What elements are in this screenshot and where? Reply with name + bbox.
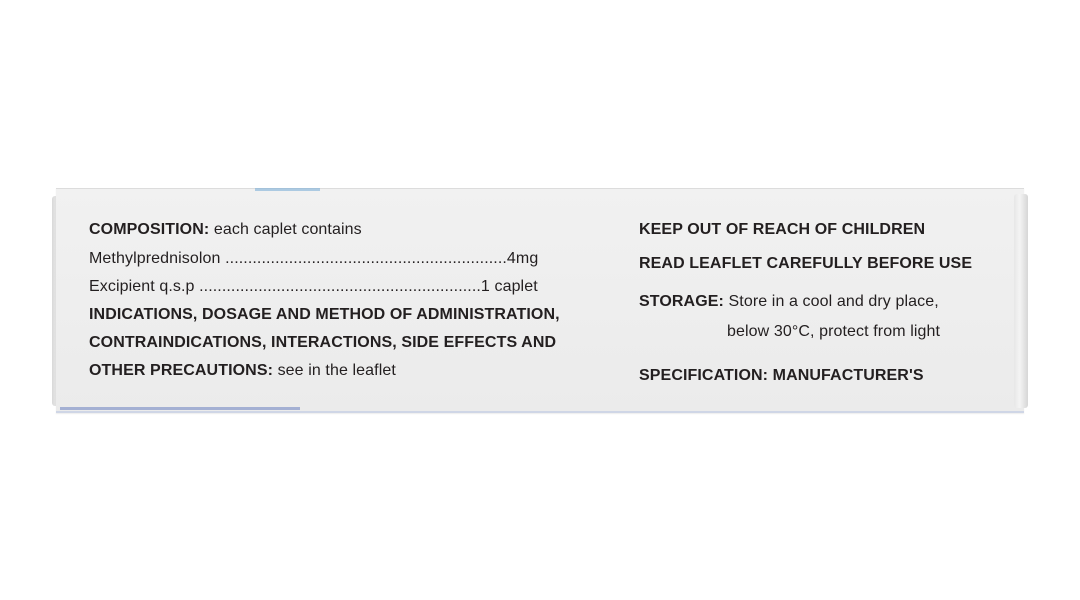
keep-out-warning: KEEP OUT OF REACH OF CHILDREN bbox=[639, 221, 926, 238]
ingredient-name: Methylprednisolon bbox=[89, 250, 226, 267]
specification-value: MANUFACTURER'S bbox=[768, 367, 924, 384]
storage-text-1: Store in a cool and dry place, bbox=[723, 293, 939, 310]
read-leaflet-warning: READ LEAFLET CAREFULLY BEFORE USE bbox=[639, 255, 973, 272]
box-blue-accent-top bbox=[255, 188, 320, 191]
ingredient-amount: 4mg bbox=[506, 250, 539, 267]
indications-line-3 bbox=[89, 362, 396, 380]
storage-line-2: below 30°C, protect from light bbox=[727, 323, 941, 340]
composition-line bbox=[89, 221, 362, 239]
ingredient-name: Excipient q.s.p bbox=[89, 278, 200, 295]
storage-line-1 bbox=[639, 293, 939, 311]
ingredient-amount: 1 caplet bbox=[480, 278, 538, 295]
indications-line-2: CONTRAINDICATIONS, INTERACTIONS, SIDE EFFECTS AND bbox=[89, 334, 557, 351]
box-right-flap bbox=[1014, 194, 1028, 408]
composition-text: each caplet contains bbox=[209, 221, 362, 238]
specification-label: SPECIFICATION: bbox=[639, 367, 769, 384]
ingredient-row bbox=[89, 278, 538, 296]
storage-label: STORAGE: bbox=[639, 293, 724, 310]
indications-line-1: INDICATIONS, DOSAGE AND METHOD OF ADMINISTRATION, bbox=[89, 306, 560, 323]
box-blue-accent-bottom bbox=[60, 407, 300, 410]
precautions-text: see in the leaflet bbox=[273, 362, 396, 379]
composition-label: COMPOSITION: bbox=[89, 221, 210, 238]
precautions-label: OTHER PRECAUTIONS: bbox=[89, 362, 274, 379]
ingredient-dots: .............................................................. bbox=[199, 278, 481, 295]
ingredient-dots: .............................................................. bbox=[225, 250, 507, 267]
specification-line bbox=[639, 367, 924, 385]
ingredient-row bbox=[89, 250, 538, 268]
